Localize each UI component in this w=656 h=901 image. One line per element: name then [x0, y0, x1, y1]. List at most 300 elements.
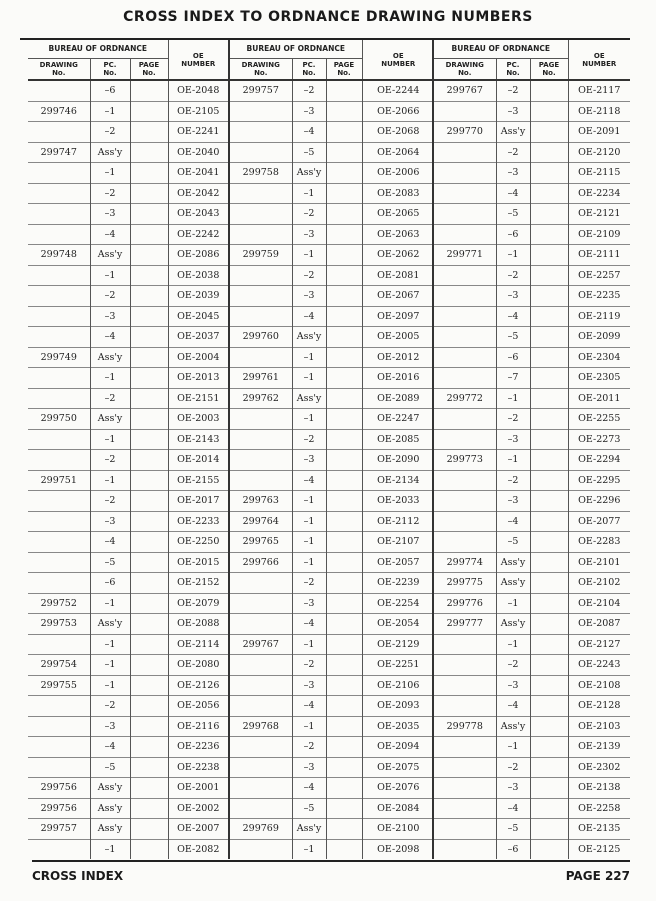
drawing-number-cell [434, 429, 496, 450]
page-number-cell [130, 327, 168, 348]
oe-number-cell: OE-2062 [362, 245, 434, 266]
drawing-number-cell: 299768 [230, 716, 292, 737]
drawing-no-header-line2: No. [458, 68, 472, 77]
table-row [230, 347, 434, 368]
drawing-number-cell [434, 634, 496, 655]
table-row [28, 450, 228, 471]
oe-number-cell: OE-2125 [568, 839, 630, 859]
oe-number-cell: OE-2014 [168, 450, 228, 471]
page-number-cell [326, 532, 362, 553]
page-number-cell [326, 614, 362, 635]
page-number-cell [130, 716, 168, 737]
pc-number-cell: –1 [90, 265, 130, 286]
oe-number-cell: OE-2114 [168, 634, 228, 655]
table-row [28, 183, 228, 204]
page-number-cell [326, 819, 362, 840]
pc-number-cell: –2 [90, 122, 130, 143]
pc-number-cell: –4 [292, 306, 326, 327]
oe-number-cell: OE-2138 [568, 778, 630, 799]
table-row [28, 737, 228, 758]
oe-number-cell: OE-2045 [168, 306, 228, 327]
drawing-number-cell [434, 737, 496, 758]
drawing-number-cell [434, 163, 496, 184]
table-row [28, 224, 228, 245]
index-table-1 [28, 40, 228, 859]
drawing-number-cell: 299758 [230, 163, 292, 184]
oe-number-cell: OE-2121 [568, 204, 630, 225]
pc-number-cell: –1 [90, 634, 130, 655]
oe-number-cell: OE-2107 [362, 532, 434, 553]
drawing-number-cell: 299766 [230, 552, 292, 573]
page-number-cell [530, 675, 568, 696]
page-number-cell [326, 573, 362, 594]
oe-number-cell: OE-2106 [362, 675, 434, 696]
table-row [434, 429, 630, 450]
pc-number-cell: –1 [292, 183, 326, 204]
page-number-cell [530, 122, 568, 143]
table-row [28, 573, 228, 594]
oe-number-cell: OE-2003 [168, 409, 228, 430]
pc-number-cell: –3 [496, 101, 530, 122]
oe-number-cell: OE-2152 [168, 573, 228, 594]
drawing-no-header-line1: DRAWING [445, 60, 484, 69]
page-number-cell [130, 737, 168, 758]
oe-number-cell: OE-2118 [568, 101, 630, 122]
drawing-number-cell: 299747 [28, 142, 90, 163]
page-number-cell [530, 142, 568, 163]
page-number-cell [326, 778, 362, 799]
drawing-number-cell [230, 101, 292, 122]
drawing-number-cell: 299773 [434, 450, 496, 471]
drawing-number-cell [230, 839, 292, 859]
page-number-cell [130, 204, 168, 225]
drawing-number-cell [230, 450, 292, 471]
oe-number-cell: OE-2035 [362, 716, 434, 737]
drawing-number-cell [28, 634, 90, 655]
oe-number-cell: OE-2015 [168, 552, 228, 573]
oe-number-cell: OE-2086 [168, 245, 228, 266]
pc-number-cell: Ass'y [90, 614, 130, 635]
oe-number-cell: OE-2243 [568, 655, 630, 676]
table-row [230, 675, 434, 696]
pc-number-cell: –5 [90, 552, 130, 573]
drawing-number-cell [434, 532, 496, 553]
table-row [230, 470, 434, 491]
oe-number-cell: OE-2094 [362, 737, 434, 758]
table-row [230, 306, 434, 327]
pc-number-cell: –1 [90, 675, 130, 696]
table-row [28, 245, 228, 266]
drawing-number-cell [230, 224, 292, 245]
drawing-number-cell: 299760 [230, 327, 292, 348]
oe-number-cell: OE-2105 [168, 101, 228, 122]
page-number-cell [326, 675, 362, 696]
table-row [434, 573, 630, 594]
table-row [434, 245, 630, 266]
page-number-cell [130, 368, 168, 389]
pc-number-cell: –2 [292, 429, 326, 450]
pc-number-cell: –5 [496, 204, 530, 225]
drawing-number-cell: 299750 [28, 409, 90, 430]
page-number-cell [130, 122, 168, 143]
oe-number-cell: OE-2089 [362, 388, 434, 409]
table-row [434, 388, 630, 409]
page-number-cell [530, 593, 568, 614]
table-row [434, 163, 630, 184]
page-number-cell [130, 614, 168, 635]
pc-no-header-line1: PC. [103, 60, 117, 69]
oe-number-cell: OE-2080 [168, 655, 228, 676]
oe-header-line2: NUMBER [582, 59, 617, 68]
pc-number-cell: –7 [496, 368, 530, 389]
table-row [434, 552, 630, 573]
drawing-number-cell [28, 696, 90, 717]
oe-number-cell: OE-2004 [168, 347, 228, 368]
table-row [434, 327, 630, 348]
oe-number-cell: OE-2082 [168, 839, 228, 859]
table-row [28, 388, 228, 409]
bureau-of-ordnance-header: BUREAU OF ORDNANCE [230, 40, 362, 58]
pc-number-cell: –2 [90, 491, 130, 512]
pc-number-cell: –3 [90, 511, 130, 532]
page-number-cell [326, 388, 362, 409]
page-number-cell [130, 757, 168, 778]
drawing-number-cell [230, 593, 292, 614]
oe-number-cell: OE-2043 [168, 204, 228, 225]
page-number-cell [130, 163, 168, 184]
oe-number-cell: OE-2103 [568, 716, 630, 737]
page-title: CROSS INDEX TO ORDNANCE DRAWING NUMBERS [123, 9, 533, 25]
oe-number-header [362, 40, 434, 80]
pc-number-cell: –2 [90, 286, 130, 307]
drawing-number-cell [28, 839, 90, 859]
drawing-number-cell [28, 368, 90, 389]
table-row [28, 778, 228, 799]
drawing-number-cell [434, 327, 496, 348]
pc-number-cell: –4 [90, 224, 130, 245]
pc-number-cell: –1 [292, 368, 326, 389]
pc-number-cell: –1 [496, 593, 530, 614]
drawing-no-header [230, 58, 292, 80]
drawing-number-cell [434, 839, 496, 859]
oe-number-cell: OE-2054 [362, 614, 434, 635]
drawing-number-cell [28, 306, 90, 327]
drawing-number-cell: 299753 [28, 614, 90, 635]
page-no-header-line1: PAGE [138, 60, 160, 69]
bureau-of-ordnance-header: BUREAU OF ORDNANCE [434, 40, 568, 58]
page-number-cell [130, 819, 168, 840]
drawing-number-cell: 299748 [28, 245, 90, 266]
drawing-number-cell [28, 450, 90, 471]
page-number-cell [130, 101, 168, 122]
pc-number-cell: Ass'y [496, 122, 530, 143]
page-number-cell [130, 593, 168, 614]
pc-number-cell: –1 [90, 593, 130, 614]
page-number-cell [130, 306, 168, 327]
page-number-cell [326, 470, 362, 491]
drawing-number-cell [434, 655, 496, 676]
drawing-number-cell [28, 716, 90, 737]
table-row [230, 388, 434, 409]
table-row [230, 757, 434, 778]
pc-number-cell: –2 [292, 265, 326, 286]
drawing-number-cell [28, 265, 90, 286]
drawing-number-cell [434, 696, 496, 717]
oe-number-cell: OE-2001 [168, 778, 228, 799]
page-number-cell [530, 757, 568, 778]
page-number-cell [326, 593, 362, 614]
page-number-cell [130, 388, 168, 409]
pc-number-cell: –4 [90, 532, 130, 553]
oe-number-cell: OE-2012 [362, 347, 434, 368]
page-number-cell [530, 839, 568, 859]
drawing-number-cell: 299763 [230, 491, 292, 512]
page-number-cell [530, 204, 568, 225]
pc-number-cell: –1 [90, 470, 130, 491]
drawing-number-cell [434, 347, 496, 368]
pc-number-cell: –1 [292, 839, 326, 859]
oe-number-cell: OE-2011 [568, 388, 630, 409]
page-number-cell [130, 429, 168, 450]
oe-number-cell: OE-2143 [168, 429, 228, 450]
pc-number-cell: –3 [496, 286, 530, 307]
drawing-number-cell [434, 142, 496, 163]
page-number-cell [326, 347, 362, 368]
table-row [434, 655, 630, 676]
oe-number-cell: OE-2048 [168, 80, 228, 101]
drawing-number-cell [434, 798, 496, 819]
pc-number-cell: –2 [292, 655, 326, 676]
drawing-number-cell [28, 286, 90, 307]
table-row [434, 183, 630, 204]
page-number-cell [530, 163, 568, 184]
page-number-cell [326, 696, 362, 717]
pc-number-cell: –3 [292, 101, 326, 122]
drawing-number-cell [434, 675, 496, 696]
page-number-cell [326, 163, 362, 184]
page-number-cell [326, 122, 362, 143]
pc-number-cell: –1 [90, 655, 130, 676]
page-number-cell [530, 80, 568, 101]
pc-number-cell: –4 [90, 737, 130, 758]
table-row [434, 614, 630, 635]
drawing-number-cell [230, 306, 292, 327]
pc-number-cell: –6 [90, 80, 130, 101]
table-row [230, 80, 434, 101]
pc-number-cell: –3 [292, 286, 326, 307]
pc-number-cell: Ass'y [90, 798, 130, 819]
footer-page-number: PAGE 227 [565, 869, 630, 883]
oe-number-cell: OE-2077 [568, 511, 630, 532]
page-number-cell [130, 655, 168, 676]
pc-number-cell: –1 [292, 552, 326, 573]
oe-number-cell: OE-2068 [362, 122, 434, 143]
bureau-of-ordnance-header: BUREAU OF ORDNANCE [28, 40, 168, 58]
table-row [28, 306, 228, 327]
drawing-number-cell: 299762 [230, 388, 292, 409]
page-number-cell [326, 552, 362, 573]
page-number-cell [326, 737, 362, 758]
pc-number-cell: –1 [90, 368, 130, 389]
drawing-number-cell [28, 163, 90, 184]
drawing-number-cell [434, 819, 496, 840]
drawing-number-cell [230, 265, 292, 286]
page-number-cell [130, 839, 168, 859]
oe-number-cell: OE-2063 [362, 224, 434, 245]
page-number-cell [326, 101, 362, 122]
table-row [230, 491, 434, 512]
page-no-header [130, 58, 168, 80]
pc-number-cell: Ass'y [90, 142, 130, 163]
drawing-number-cell [230, 798, 292, 819]
pc-no-header-line2: No. [506, 68, 520, 77]
table-row [230, 101, 434, 122]
table-row [230, 368, 434, 389]
table-row [230, 224, 434, 245]
table-row [28, 634, 228, 655]
pc-number-cell: –1 [90, 101, 130, 122]
oe-number-cell: OE-2250 [168, 532, 228, 553]
drawing-no-header-line2: No. [52, 68, 66, 77]
pc-number-cell: –4 [292, 614, 326, 635]
oe-number-cell: OE-2108 [568, 675, 630, 696]
pc-number-cell: –2 [90, 450, 130, 471]
table-row [434, 757, 630, 778]
index-panel-1 [28, 40, 228, 859]
page-number-cell [130, 532, 168, 553]
page-number-cell [326, 655, 362, 676]
drawing-number-cell [434, 265, 496, 286]
pc-number-cell: –4 [292, 696, 326, 717]
page-number-cell [530, 368, 568, 389]
drawing-number-cell [28, 388, 90, 409]
table-row [28, 347, 228, 368]
pc-number-cell: Ass'y [292, 388, 326, 409]
oe-number-cell: OE-2304 [568, 347, 630, 368]
drawing-number-cell: 299746 [28, 101, 90, 122]
page-number-cell [130, 409, 168, 430]
page-number-cell [326, 224, 362, 245]
drawing-number-cell [230, 183, 292, 204]
drawing-number-cell [434, 101, 496, 122]
table-row [230, 163, 434, 184]
table-row [28, 265, 228, 286]
pc-number-cell: –1 [496, 245, 530, 266]
page-number-cell [130, 511, 168, 532]
oe-number-cell: OE-2239 [362, 573, 434, 594]
page-number-cell [326, 327, 362, 348]
drawing-number-cell [28, 511, 90, 532]
oe-number-cell: OE-2238 [168, 757, 228, 778]
pc-number-cell: –2 [292, 737, 326, 758]
drawing-number-cell [230, 614, 292, 635]
page-number-cell [326, 757, 362, 778]
oe-number-cell: OE-2134 [362, 470, 434, 491]
pc-number-cell: –3 [292, 757, 326, 778]
page-number-cell [326, 634, 362, 655]
page-number-cell [326, 450, 362, 471]
pc-no-header-line2: No. [103, 68, 117, 77]
page-number-cell [326, 142, 362, 163]
pc-number-cell: –4 [496, 696, 530, 717]
drawing-number-cell: 299759 [230, 245, 292, 266]
drawing-number-cell: 299777 [434, 614, 496, 635]
table-row [230, 716, 434, 737]
pc-number-cell: –4 [496, 511, 530, 532]
table-row [434, 798, 630, 819]
pc-number-cell: Ass'y [496, 573, 530, 594]
page-number-cell [326, 368, 362, 389]
table-row [28, 511, 228, 532]
table-row [434, 122, 630, 143]
oe-number-cell: OE-2081 [362, 265, 434, 286]
page-number-cell [326, 80, 362, 101]
oe-number-cell: OE-2117 [568, 80, 630, 101]
page-no-header-line2: No. [142, 68, 156, 77]
oe-number-cell: OE-2005 [362, 327, 434, 348]
drawing-number-cell: 299761 [230, 368, 292, 389]
pc-number-cell: Ass'y [496, 716, 530, 737]
page-number-cell [130, 675, 168, 696]
drawing-no-header-line2: No. [254, 68, 268, 77]
table-row [434, 716, 630, 737]
page-number-cell [130, 798, 168, 819]
oe-number-cell: OE-2016 [362, 368, 434, 389]
drawing-number-cell [230, 696, 292, 717]
table-row [28, 593, 228, 614]
drawing-number-cell [28, 80, 90, 101]
table-row [230, 265, 434, 286]
table-row [28, 101, 228, 122]
table-row [28, 122, 228, 143]
drawing-number-cell [230, 737, 292, 758]
drawing-number-cell [230, 286, 292, 307]
page-number-cell [530, 429, 568, 450]
oe-number-cell: OE-2093 [362, 696, 434, 717]
oe-number-cell: OE-2091 [568, 122, 630, 143]
oe-number-cell: OE-2294 [568, 450, 630, 471]
pc-number-cell: –1 [292, 347, 326, 368]
oe-number-cell: OE-2083 [362, 183, 434, 204]
drawing-number-cell: 299754 [28, 655, 90, 676]
page-number-cell [130, 183, 168, 204]
table-row [28, 163, 228, 184]
page-number-cell [130, 450, 168, 471]
drawing-no-header [28, 58, 90, 80]
drawing-number-cell: 299756 [28, 778, 90, 799]
oe-number-cell: OE-2017 [168, 491, 228, 512]
drawing-number-cell [230, 142, 292, 163]
table-row [28, 716, 228, 737]
table-row [230, 429, 434, 450]
table-row [230, 634, 434, 655]
pc-number-cell: –1 [292, 409, 326, 430]
pc-no-header-line1: PC. [302, 60, 316, 69]
drawing-number-cell [28, 429, 90, 450]
page-number-cell [530, 655, 568, 676]
page-number-cell [530, 552, 568, 573]
page-number-cell [130, 224, 168, 245]
pc-number-cell: –2 [496, 80, 530, 101]
oe-number-cell: OE-2057 [362, 552, 434, 573]
table-row [434, 778, 630, 799]
page-number-cell [326, 306, 362, 327]
oe-number-cell: OE-2042 [168, 183, 228, 204]
oe-number-cell: OE-2128 [568, 696, 630, 717]
page-number-cell [130, 286, 168, 307]
page-number-cell [530, 819, 568, 840]
oe-number-cell: OE-2258 [568, 798, 630, 819]
